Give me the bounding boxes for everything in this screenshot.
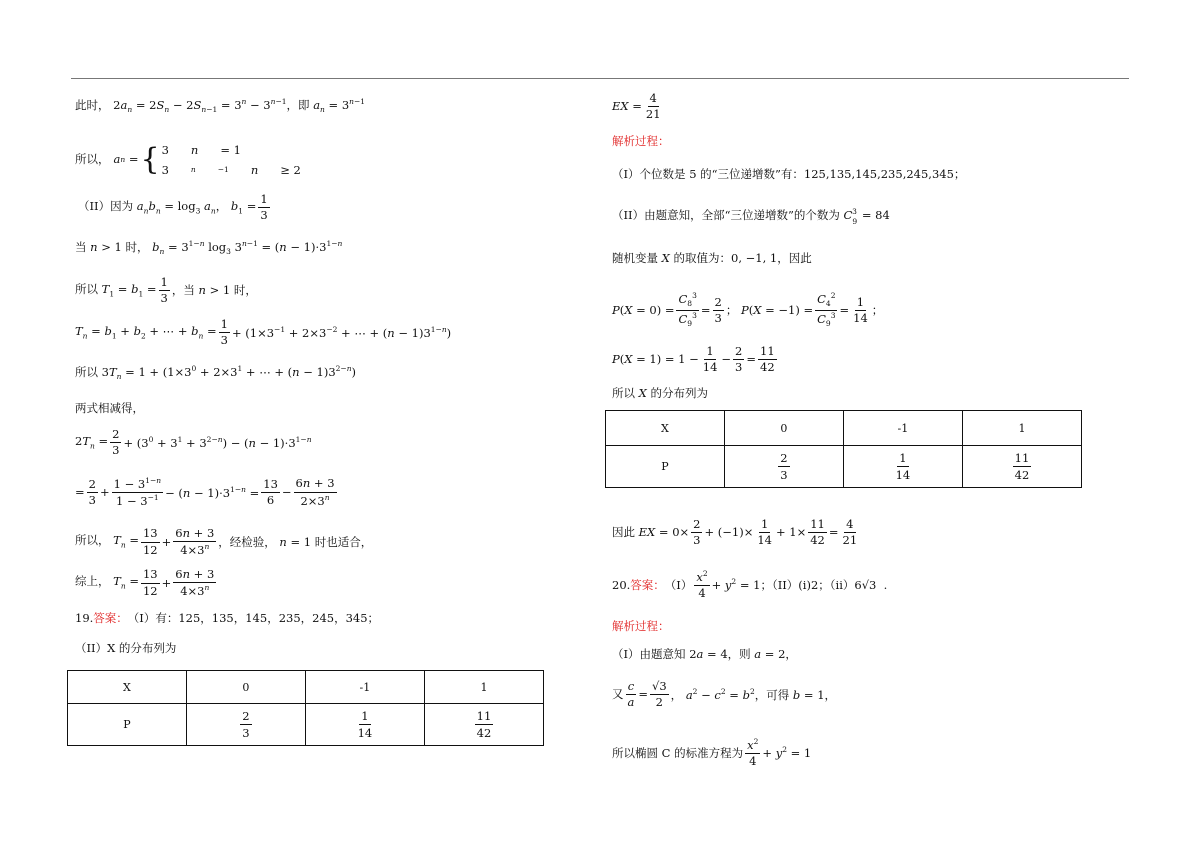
table-header-cell: -1 [843, 411, 962, 446]
line-an-derivation: 此时， $2a_n = 2S_n - 2S_{n-1} = 3^n - 3^{n-1}$，即 $a_n = 3^{n-1}$ [75, 97, 366, 115]
line-r-p1: P(X = 1) = 1 − $\frac{1}{14}$ − $\frac{2}{3}$ = $\frac{11}{42}$ [612, 344, 775, 375]
line-r20-ellipse: 所以椭圆 C 的标准方程为 $\frac{x^2}{4}$ + $y^2 = 1$ [612, 737, 812, 769]
distribution-table-left [67, 670, 544, 746]
line-r-ex-calc: 因此 EX = 0× $\frac{2}{3}$ + (−1)× $\frac{1}{14}$ + 1× $\frac{11}{42}$ = $\frac{4}{21}$ [612, 517, 858, 548]
line-t1: 所以 $T_1 = b_1$ = $\frac{1}{3}$ ，当 n > 1 时， [75, 275, 257, 306]
line-tn-result: 所以， $T_n$ = $\frac{13}{12}$ + $\frac{6n + 3}{4\times 3^n}$ ，经检验， n = 1 时也适合， [75, 526, 373, 558]
table-prob-cell: $\frac{2}{3}$ [724, 446, 843, 488]
table-prob-cell: $\frac{1}{14}$ [843, 446, 962, 488]
line-r20-ca: 又 $\frac{c}{a}$ = $\frac{√3}{2}$ ， $a^2 - c^2 = b^2$，可得 b = 1， [612, 679, 837, 710]
line-2tn-simplified: = $\frac{2}{3}$ + $\frac{1 - 3^{1-n}}{1 - 3^{-1}}$ − $(n - 1)\cdot 3^{1-n}$ = $\frac{13}{6}$ − $\frac{6n + 3}{2\times 3^n}$ [75, 476, 335, 508]
line-2tn: $2T_n$ = $\frac{2}{3}$ + $(3^0 + 3^1 + 3^{2-n}) - (n - 1)\cdot 3^{1-n}$ [75, 427, 312, 458]
distribution-table-right [605, 410, 1082, 488]
line-subtract: 两式相减得， [75, 401, 144, 415]
table-prob-cell: $\frac{1}{14}$ [305, 704, 424, 746]
line-q19-dist-intro: （II）X 的分布列为 [75, 641, 177, 655]
table-prob-cell: $\frac{2}{3}$ [186, 704, 305, 746]
table-prob-cell: $\frac{11}{42}$ [962, 446, 1081, 488]
line-3tn: 所以 $3T_n = 1 + (1\times 3^0 + 2\times 3^1$ + ⋯ + $(n - 1)3^{2-n}$) [75, 364, 357, 382]
table-header-cell: 1 [962, 411, 1081, 446]
line-ex-result: EX = $\frac{4}{21}$ [612, 91, 661, 122]
line-r-dist-intro: 所以 X 的分布列为 [612, 386, 708, 400]
line-r-part-ii: （II）由题意知，全部“三位递增数”的个数为 $C_9^3 = 84$ [612, 207, 890, 227]
line-r-values: 随机变量 X 的取值为：0, −1, 1，因此 [612, 251, 812, 265]
table-header-cell: 0 [186, 671, 305, 704]
table-prob-cell: $\frac{11}{42}$ [424, 704, 543, 746]
line-r-part-i: （I）个位数是 5 的“三位递增数”有：125,135,145,235,245,345； [612, 167, 966, 181]
line-q19-answer: 19. 答案： （I）有：125，135，145，235，245，345； [75, 611, 380, 625]
table-header-cell: X [68, 671, 187, 704]
line-tn-sum: $T_n = b_1 + b_2$ + ⋯ + $b_n$ = $\frac{1}{3}$ + ($1\times 3^{-1} + 2\times 3^{-2}$ + ⋯ + $(n - 1)3^{1-n}$) [75, 317, 452, 348]
table-header-cell: 1 [424, 671, 543, 704]
table-header-cell: -1 [305, 671, 424, 704]
line-tn-final: 综上， $T_n$ = $\frac{13}{12}$ + $\frac{6n + 3}{4\times 3^n}$ [75, 567, 215, 599]
line-q20-answer: 20. 答案： （I） $\frac{x^2}{4}$ + $y^2 = 1$；（II）(ⅰ)2；（ii）6√3 . [612, 569, 888, 601]
table-header-cell: 0 [724, 411, 843, 446]
line-r-p0-pm1: P(X = 0) = $\frac{C_8^3}{C_9^3}$ = $\frac{2}{3}$ ； P(X = −1) = $\frac{C_4^2}{C_9^3}$ = $\frac{1}{14}$ ； [612, 291, 884, 328]
table-row-label: P [68, 704, 187, 746]
table-row-label: P [606, 446, 725, 488]
line-an-cases: 所以， a n = { 3 n = 1 3 n −1 n ≥ 2 [75, 142, 301, 177]
table-header-cell: X [606, 411, 725, 446]
line-part-ii-bn: （II）因为 $a_nb_n = \log_3 a_n$， $b_1$ = $\frac{1}{3}$ [78, 192, 268, 223]
line-bn-formula: 当 n > 1 时， $b_n = 3^{1-n}$ $\log_3 3^{n-1} = (n - 1)\cdot 3^{1-n}$ [75, 239, 343, 257]
line-r20-i: （I）由题意知 2a = 4，则 a = 2， [612, 647, 797, 661]
header-rule [71, 78, 1129, 79]
analysis-heading-19: 解析过程： [612, 134, 670, 148]
analysis-heading-20: 解析过程： [612, 619, 670, 633]
